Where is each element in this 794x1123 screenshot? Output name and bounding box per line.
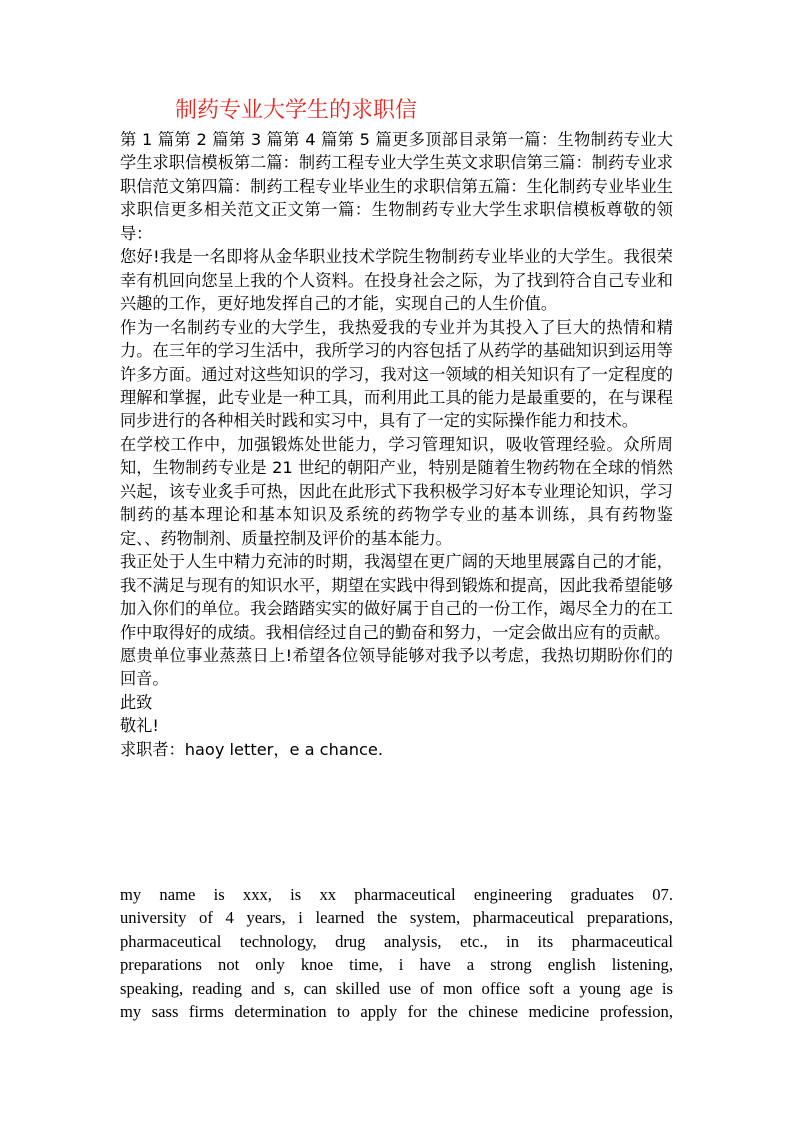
closing-line-1: 此致 — [120, 692, 153, 712]
signature-line: 求职者：haoy letter，e a chance. — [120, 739, 384, 759]
closing-line-2: 敬礼! — [120, 716, 159, 736]
body-paragraph-2: 作为一名制药专业的大学生，我热爱我的专业并为其投入了巨大的热情和精力。在三年的学习生活中，我所学习的内容包括了从药学的基础知识到运用等许多方面。通过对这些知识的学习，我对这一领域的相关知识有了一定程度的理解和掌握，此专业是一种工具，而利用此工具的能力是最重要的，在与课程同步进行的各种相关时践和实习中，具有了一定的实际操作能力和技术。 — [120, 317, 673, 431]
body-paragraph-5: 愿贵单位事业蒸蒸日上!希望各位领导能够对我予以考虑，我热切期盼你们的回音。 — [120, 645, 673, 689]
body-paragraph-1: 您好!我是一名即将从金华职业技术学院生物制药专业毕业的大学生。我很荣幸有机回向您呈上我的个人资料。在投身社会之际，为了找到符合自己专业和兴趣的工作，更好地发挥自己的才能，实现自己的人生价值。 — [120, 247, 673, 314]
english-line-1: my name is xxx, is xx pharmaceutical engineering graduates 07. — [120, 885, 673, 904]
english-line-3: pharmaceutical technology, drug analysis, etc., in its pharmaceutical — [120, 931, 673, 951]
english-line-2: university of 4 years, i learned the system, pharmaceutical preparations, — [120, 908, 673, 928]
document-body — [120, 128, 673, 761]
english-line-4: preparations not only knoe time, i have a strong english listening, — [120, 955, 673, 975]
document-title: 制药专业大学生的求职信 — [175, 98, 418, 123]
body-paragraph-4: 我正处于人生中精力充沛的时期，我渴望在更广阔的天地里展露自己的才能，我不满足与现有的知识水平，期望在实践中得到锻炼和提高，因此我希望能够加入你们的单位。我会踏踏实实的做好属于自己的一份工作，竭尽全力的在工作中取得好的成绩。我相信经过自己的勤奋和努力，一定会做出应有的贡献。 — [120, 552, 673, 642]
toc-paragraph: 第 1 篇第 2 篇第 3 篇第 4 篇第 5 篇更多顶部目录第一篇：生物制药专业大学生求职信模板第二篇：制药工程专业大学生英文求职信第三篇：制药专业求职信范文第四篇：制药工程专业毕业生的求职信第五篇：生化制药专业毕业生求职信更多相关范文正文第一篇：生物制药专业大学生求职信模板尊敬的领导： — [120, 130, 673, 243]
english-section — [120, 883, 673, 1024]
english-line-5: speaking, reading and s, can skilled use of mon office soft a young age is — [120, 978, 673, 998]
english-line-6: my sass firms determination to apply for the chinese medicine profession, — [120, 1002, 673, 1022]
body-paragraph-3: 在学校工作中，加强锻炼处世能力，学习管理知识，吸收管理经验。众所周知，生物制药专业是 21 世纪的朝阳产业，特别是随着生物药物在全球的悄然兴起，该专业炙手可热，因此在此形式下我积极学习好本专业理论知识，学习制药的基本理论和基本知识及系统的药物学专业的基本训练，具有药物鉴定、、药物制剂、质量控制及评价的基本能力。 — [120, 434, 673, 548]
